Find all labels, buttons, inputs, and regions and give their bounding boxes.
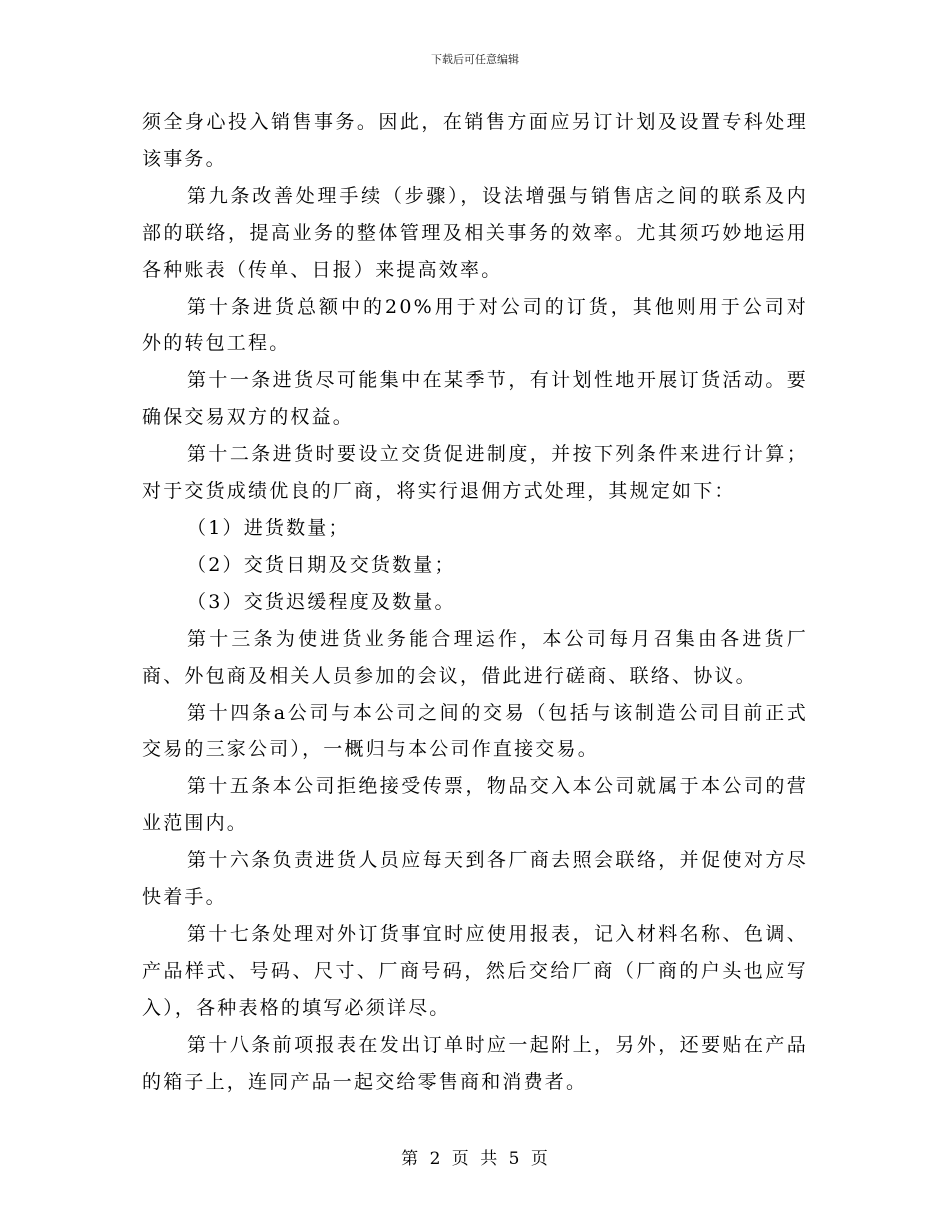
article-12-paragraph: 第十二条进货时要设立交货促进制度，并按下列条件来进行计算；对于交货成绩优良的厂商，将实行退佣方式处理，其规定如下： bbox=[142, 443, 808, 503]
article-9-paragraph: 第九条改善处理手续（步骤），设法增强与销售店之间的联系及内部的联络，提高业务的整体管理及相关事务的效率。尤其须巧妙地运用各种账表（传单、日报）来提高效率。 bbox=[142, 184, 808, 281]
article-13-paragraph: 第十三条为使进货业务能合理运作，本公司每月召集由各进货厂商、外包商及相关人员参加的会议，借此进行磋商、联络、协议。 bbox=[142, 627, 808, 687]
document-body bbox=[142, 104, 808, 1100]
article-17-paragraph: 第十七条处理对外订货事宜时应使用报表，记入材料名称、色调、产品样式、号码、尺寸、厂商号码，然后交给厂商（厂商的户头也应写入），各种表格的填写必须详尽。 bbox=[142, 922, 808, 1019]
article-14-paragraph: 第十四条a公司与本公司之间的交易（包括与该制造公司目前正式交易的三家公司），一概归与本公司作直接交易。 bbox=[142, 701, 808, 761]
page-number-footer: 第 2 页 共 5 页 bbox=[401, 1149, 549, 1169]
article-18-paragraph: 第十八条前项报表在发出订单时应一起附上，另外，还要贴在产品的箱子上，连同产品一起交给零售商和消费者。 bbox=[142, 1033, 808, 1093]
article-10-paragraph: 第十条进货总额中的20%用于对公司的订货，其他则用于公司对外的转包工程。 bbox=[142, 295, 808, 355]
article-15-paragraph: 第十五条本公司拒绝接受传票，物品交入本公司就属于本公司的营业范围内。 bbox=[142, 775, 808, 835]
list-item-1: （1）进货数量； bbox=[187, 516, 350, 539]
article-16-paragraph: 第十六条负责进货人员应每天到各厂商去照会联络，并促使对方尽快着手。 bbox=[142, 849, 808, 909]
paragraph-continuation: 须全身心投入销售事务。因此，在销售方面应另订计划及设置专科处理该事务。 bbox=[142, 111, 808, 170]
list-item-2: （2）交货日期及交货数量； bbox=[187, 553, 456, 576]
list-item-3: （3）交货迟缓程度及数量。 bbox=[187, 590, 456, 613]
page-header: 下载后可任意编辑 bbox=[431, 53, 519, 66]
article-11-paragraph: 第十一条进货尽可能集中在某季节，有计划性地开展订货活动。要确保交易双方的权益。 bbox=[142, 369, 808, 429]
